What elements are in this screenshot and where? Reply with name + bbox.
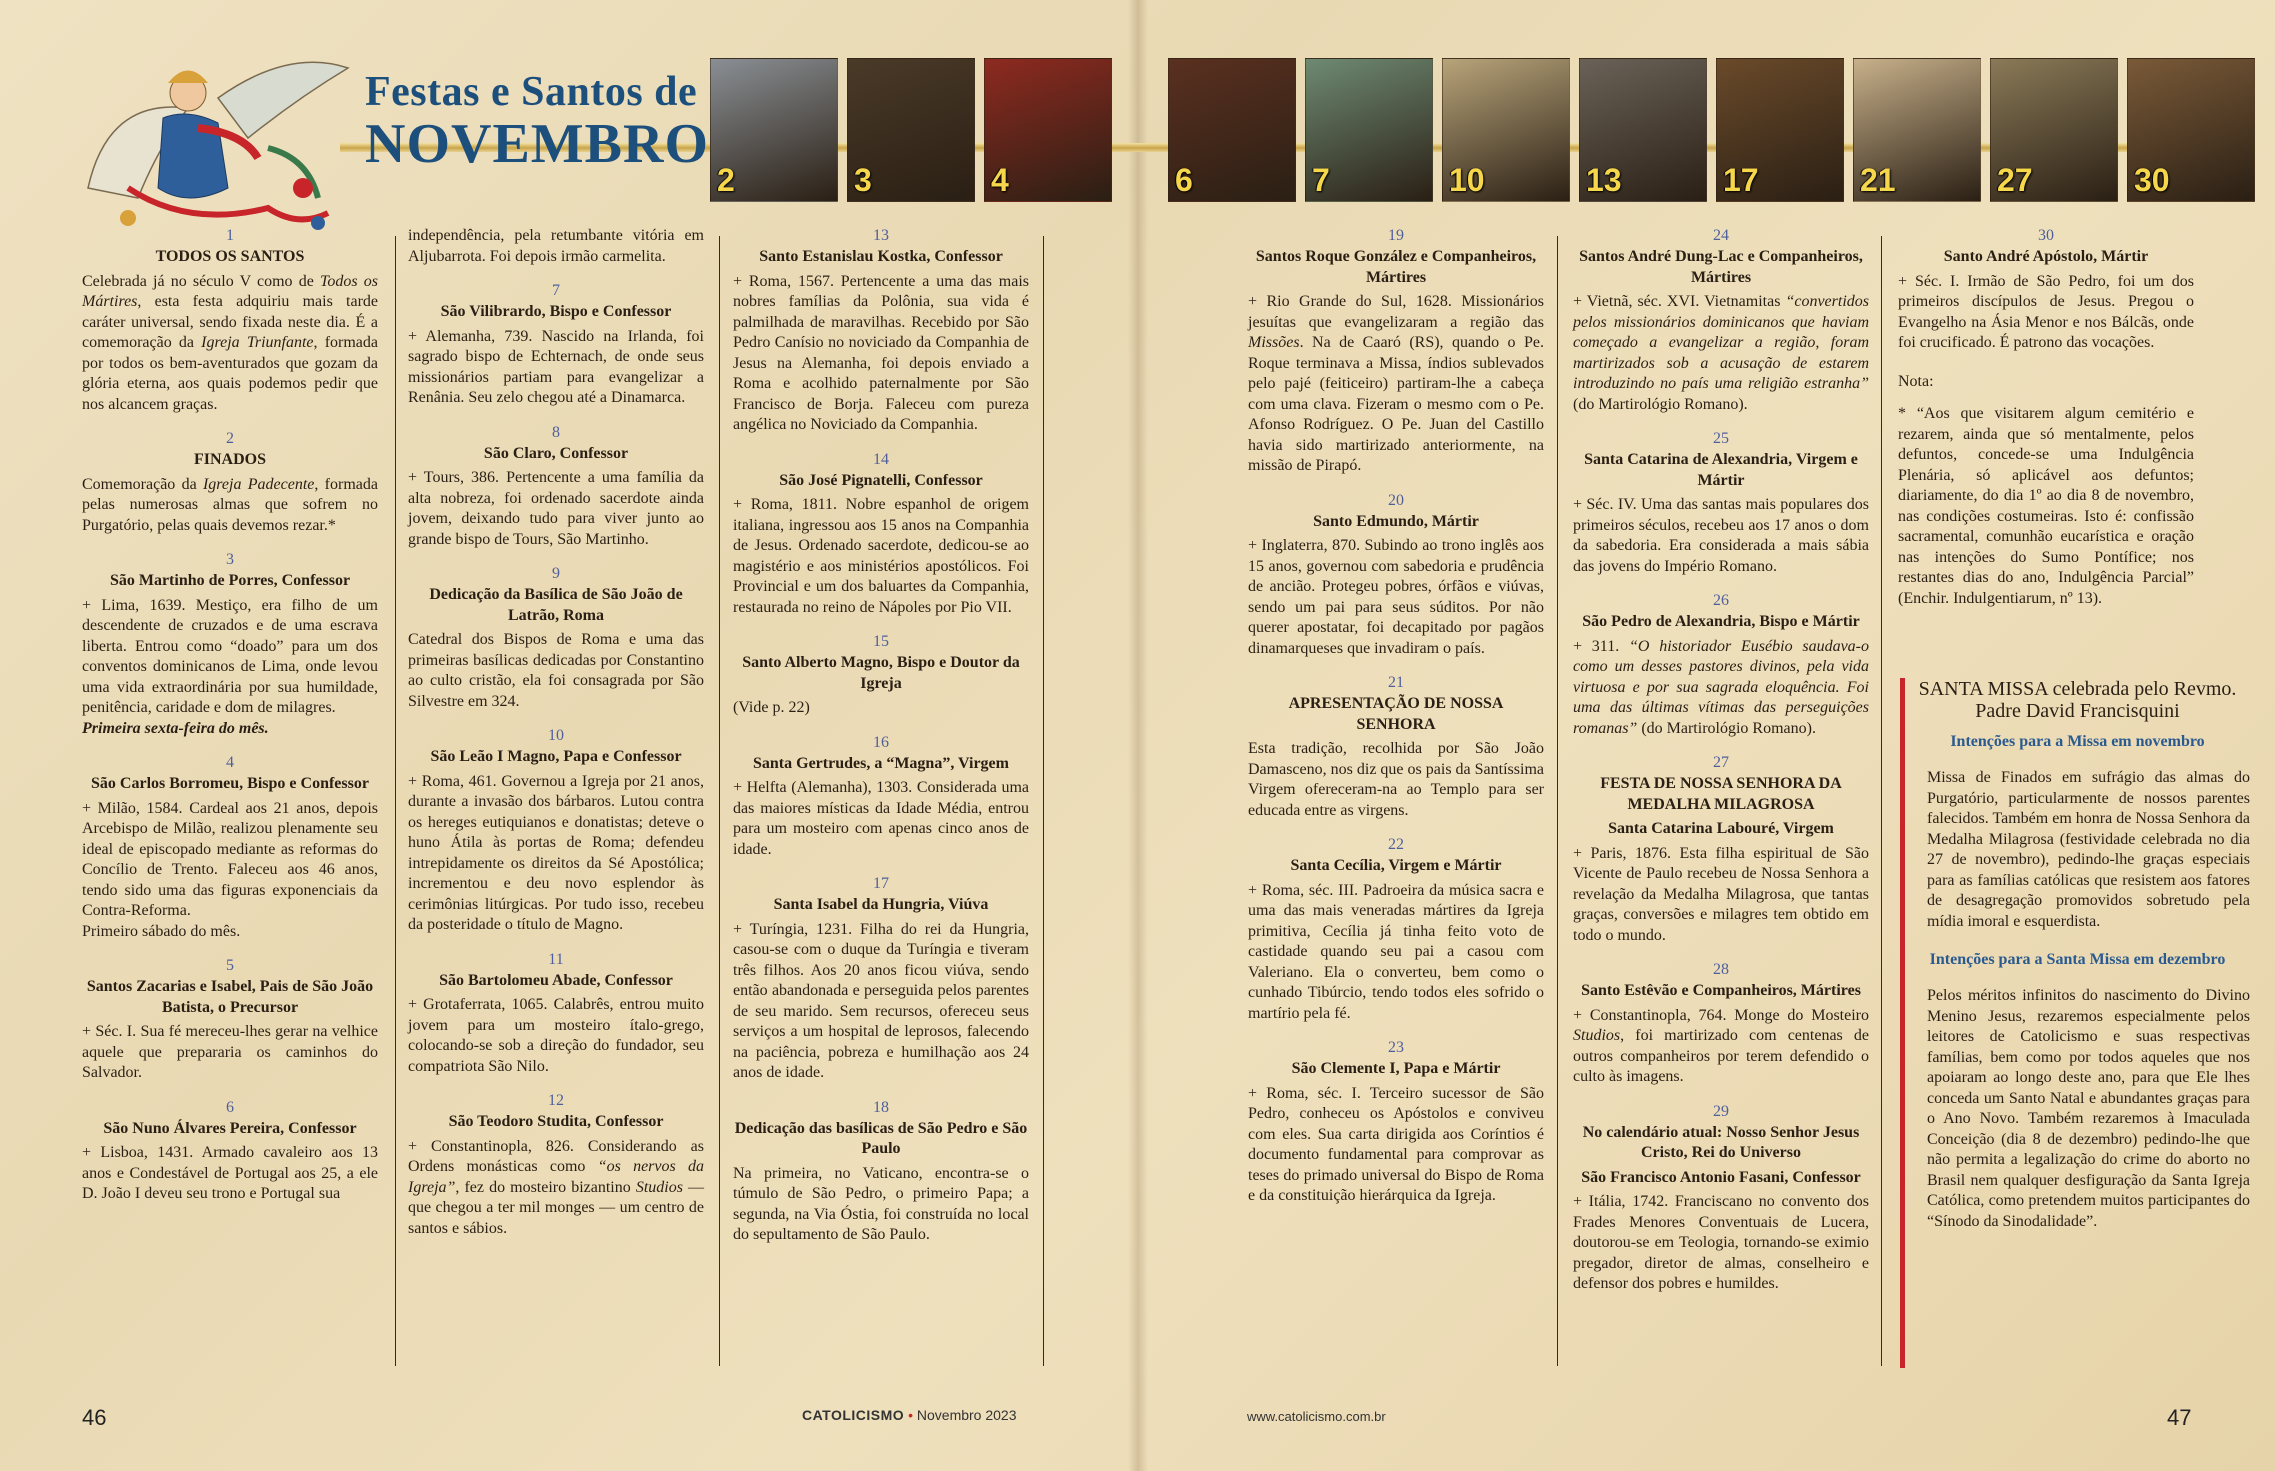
column-4 (1248, 226, 1544, 1207)
day-number: 23 (1388, 1039, 1404, 1056)
day-number: 24 (1713, 227, 1729, 244)
footer-issue: Novembro 2023 (916, 1407, 1017, 1423)
saint-description: + Grotaferrata, 1065. Calabrês, entrou muito jovem para um mosteiro ítalo-grego, colocando-se sob a direção do fundador, seu compatriota São Nilo. (408, 996, 704, 1075)
column-1 (82, 226, 378, 1205)
saint-description: + Roma, 1811. Nobre espanhol de origem italiana, ingressou aos 15 anos na Companhia de Jesus. Ordenado sacerdote, dedicou-se ao magistério e aos ministérios apostólicos. Foi Provincial e um dos baluartes da Companhia, restaurada no reino de Nápoles por Pio VII. (733, 496, 1029, 616)
saint-thumbnail (1442, 58, 1570, 202)
saint-thumbnail (1168, 58, 1296, 202)
title-line1: Festas e Santos de (365, 69, 698, 115)
santa-missa-box (1900, 678, 2250, 1368)
day-number: 27 (1713, 754, 1729, 771)
day-number: 22 (1388, 836, 1404, 853)
saint-thumbnail (1853, 58, 1981, 202)
day-number: 29 (1713, 1102, 1729, 1120)
day-number: 11 (548, 950, 564, 968)
saint-name: Santa Isabel da Hungria, Viúva (773, 896, 989, 913)
saint-name: Santos Zacarias e Isabel, Pais de São João Batista, o Precursor (86, 978, 374, 1016)
title-line2: NOVEMBRO (365, 113, 709, 175)
missa-subtitle-november: Intenções para a Missa em novembro (1950, 733, 2205, 750)
column-2 (408, 226, 704, 1239)
saint-description: + Rio Grande do Sul, 1628. Missionários jesuítas que evangelizaram a região das Missões. Na de Caaró (RS), quando o Pe. Roque terminava a Missa, índios sublevados pelo pajé (feiticeiro) partiram-lhe a cabeça com uma clava. Fizeram o mesmo com o Pe. Afonso Rodríguez. O Pe. Juan del Castillo havia sido martirizado anteriormente, na missão de Pirapó. (1248, 293, 1544, 474)
saint-description: + Milão, 1584. Cardeal aos 21 anos, depois Arcebispo de Milão, realizou plenamente seu ideal de episcopado mediante as reformas do Concílio de Trento. Faleceu aos 46 anos, tendo sido uma das figuras exponenciais da Contra-Reforma. Primeiro sábado do mês. (82, 799, 378, 940)
saint-name: Santo Estêvão e Companheiros, Mártires (1581, 982, 1861, 999)
day-number: 19 (1388, 227, 1404, 244)
day-number: 13 (873, 227, 889, 244)
day-number: 10 (548, 727, 564, 744)
day-number: 25 (1713, 430, 1729, 447)
saint-name: Santo André Apóstolo, Mártir (1943, 248, 2149, 265)
saint-description: + Roma, 1567. Pertencente a uma das mais nobres famílias da Polônia, sua vida é palmilhada de maravilhas. Recebido por São Pedro Canísio no noviciado da Companhia de Jesus na Alemanha, foi depois enviado a Roma e acolhido paternalmente por São Francisco de Borja. Faleceu com pureza angélica no Noviciado da Companhia. (733, 272, 1029, 433)
thumbnail-day-number: 21 (1860, 162, 1896, 198)
day-number: 6 (226, 1098, 234, 1116)
saint-name: São José Pignatelli, Confessor (779, 471, 983, 489)
saint-name: FINADOS (193, 451, 266, 468)
thumbnail-day-number: 6 (1175, 162, 1193, 198)
saint-description: + 311. “O historiador Eusébio saudava-o como um desses pastores divinos, pela vida virtuosa e por sua sagrada eloquência. Foi uma das últimas vítimas das perseguições romanas” (do Martirológio Romano). (1573, 637, 1870, 737)
saint-description: Celebrada já no século V como de Todos os Mártires, esta festa adquiriu mais tarde caráter universal, sendo fixada neste dia. É a comemoração da Igreja Triunfante, formada por todos os bem-aventurados que gozam da glória eterna, aos quais podemos pedir que nos alcancem graças. (82, 272, 379, 413)
day-number: 7 (552, 282, 560, 299)
saint-name: FESTA DE NOSSA SENHORA DA MEDALHA MILAGROSA (1600, 775, 1842, 813)
missa-text-december: Pelos méritos infinitos do nascimento do Divino Menino Jesus, rezaremos especialmente pelos leitores de Catolicismo e suas respectivas famílias, bem como por todos aqueles que nos apoiaram ao longo deste ano, para que Ele lhes conceda um Santo Natal e abundantes graças para o Ano Novo. Também rezaremos à Imaculada Conceição (dia 8 de dezembro) pedindo-lhe que não permita a legalização do crime do aborto no Brasil nem qualquer desfiguração da Santa Igreja Católica, como pretendem muitos participantes do “Sínodo da Sinodalidade”. (1927, 987, 2250, 1230)
saint-name: Santo Estanislau Kostka, Confessor (759, 248, 1003, 265)
saint-name: TODOS OS SANTOS (155, 248, 305, 265)
page-number-left: 46 (82, 1405, 107, 1430)
saint-description: + Constantinopla, 826. Considerando as Ordens monásticas como “os nervos da Igreja”, fez do mosteiro bizantino Studios — que chegou a ter mil monges — um centro de santos e sábios. (408, 1137, 705, 1237)
saint-description: + Roma, séc. III. Padroeira da música sacra e uma das mais veneradas mártires da Igreja primitiva, Cecília já tinha feito voto de castidade quando seu pai a casou com Valeriano. Ela o converteu, bem como o cunhado Tibúrcio, tendo todos eles sofrido o martírio pela fé. (1248, 881, 1544, 1022)
day-number: 17 (873, 875, 889, 892)
saint-thumbnail (1990, 58, 2118, 202)
saint-description: + Séc. IV. Uma das santas mais populares dos primeiros séculos, recebeu aos 17 anos o dom da sabedoria. Era considerada a mais sábia das jovens do Império Romano. (1573, 496, 1869, 575)
column-6 (1898, 226, 2194, 609)
day-number: 2 (226, 430, 234, 447)
saint-name: São Bartolomeu Abade, Confessor (439, 971, 673, 989)
missa-text-november: Missa de Finados em sufrágio das almas do Purgatório, particularmente de nossos parentes falecidos. Também em honra de Nossa Senhora da Medalha Milagrosa (festividade celebrada no dia 27 de novembro), pedindo-lhe graças especiais para as famílias católicas que resistem aos fatores de desagregação promovidos sobretudo pela mídia imoral e esquerdista. (1927, 769, 2250, 930)
missa-title: SANTA MISSA celebrada pelo Revmo. Padre David Francisquini (1918, 678, 2237, 722)
saint-description: + Séc. I. Sua fé mereceu-lhes gerar na velhice aquele que prepararia os caminhos do Salvador. (82, 1023, 378, 1081)
saint-description: + Séc. I. Irmão de São Pedro, foi um dos primeiros discípulos de Jesus. Pregou o Evangelho na Ásia Menor e nos Bálcãs, onde foi crucificado. É patrono das vocações. (1898, 272, 2194, 351)
column-divider (1881, 236, 1882, 1366)
nota-text: * “Aos que visitarem algum cemitério e rezarem, ainda que só mentalmente, pelos defuntos, concede-se uma Indulgência Plenária, só aplicável aos defuntos; diariamente, do dia 1º ao dia 8 de novembro, nas condições costumeiras. Isto é: confissão sacramental, comunhão eucarística e oração nas intenções do Sumo Pontífice; nos restantes dias do ano, Indulgência Parcial” (Enchir. Indulgentiarum, nº 13). (1898, 405, 2194, 607)
saint-name: No calendário atual: Nosso Senhor Jesus Cristo, Rei do Universo (1582, 1123, 1860, 1161)
saint-thumbnail (710, 58, 838, 202)
saint-description: + Helfta (Alemanha), 1303. Considerada uma das maiores místicas da Idade Média, entrou para um mosteiro com apenas cinco anos de idade. (733, 779, 1029, 858)
day-number: 12 (548, 1092, 564, 1109)
day-number: 8 (552, 423, 560, 441)
saint-thumbnail (1579, 58, 1707, 202)
saint-name-secondary: São Francisco Antonio Fasani, Confessor (1581, 1168, 1861, 1186)
saint-name: São Claro, Confessor (483, 444, 629, 462)
day-number: 14 (873, 450, 889, 468)
saint-description: + Roma, 461. Governou a Igreja por 21 anos, durante a invasão dos bárbaros. Lutou contra os hereges eutiquianos e donatistas; deteve o huno Átila às portas de Roma; defendeu intrepidamente os direitos da Sé Apostólica; incrementou e deu novo esplendor às cerimônias litúrgicas. Por tudo isso, recebeu da posteridade o título de Magno. (408, 772, 704, 933)
thumbnail-day-number: 13 (1586, 162, 1622, 198)
saint-description: + Tours, 386. Pertencente a uma família da alta nobreza, foi ordenado sacerdote ainda jovem, deixando tudo para viver junto ao grande bispo de Tours, São Martinho. (408, 469, 704, 548)
page-fold (1128, 0, 1148, 1471)
day-number: 9 (552, 565, 560, 582)
saint-name: Santa Gertrudes, a “Magna”, Virgem (753, 754, 1009, 772)
saint-description: + Roma, séc. I. Terceiro sucessor de São Pedro, conheceu os Apóstolos e conviveu com eles. Sua carta dirigida aos Coríntios é documento fundamental para comprovar as teses do primado universal do Bispo de Roma e da constituição hierárquica da Igreja. (1248, 1084, 1544, 1204)
saint-name: São Vilibrardo, Bispo e Confessor (440, 303, 672, 320)
saint-name: Dedicação da Basílica de São João de Latrão, Roma (429, 586, 683, 624)
saint-name: Dedicação das basílicas de São Pedro e São Paulo (734, 1119, 1028, 1157)
saint-description: Na primeira, no Vaticano, encontra-se o túmulo de São Pedro, o primeiro Papa; a segunda, na Via Óstia, foi construída no local do sepultamento de São Paulo. (733, 1164, 1029, 1243)
day-number: 28 (1713, 961, 1729, 978)
saint-description: + Vietnã, séc. XVI. Vietnamitas “convertidos pelos missionários dominicanos que haviam começado a evangelizar a região, foram martirizados sob a acusação de estarem introduzindo no país uma religião estranha” (do Martirológio Romano). (1573, 293, 1869, 413)
thumbnail-day-number: 7 (1312, 162, 1330, 198)
missa-subtitle-december: Intenções para a Santa Missa em dezembro (1929, 951, 2226, 968)
saint-description: + Constantinopla, 764. Monge do Mosteiro Studios, foi martirizado com centenas de outros companheiros por terem defendido o culto às imagens. (1573, 1006, 1869, 1085)
saint-thumbnail (847, 58, 975, 202)
saint-description: + Itália, 1742. Franciscano no convento dos Frades Menores Conventuais de Lucera, doutorou-se em Teologia, tornando-se eximio pregador, diretor de almas, conselheiro e defensor dos pobres e humildes. (1573, 1193, 1869, 1292)
saint-name: São Teodoro Studita, Confessor (448, 1113, 664, 1130)
saint-description: + Inglaterra, 870. Subindo ao trono inglês aos 15 anos, governou com sabedoria e prudência de ancião. Protegeu pobres, órfãos e viúvas, sendo um pai para seus súditos. Por não querer apostatar, foi decapitado por pagãos dinamarqueses que invadiram o país. (1248, 537, 1544, 657)
column-divider (1557, 236, 1558, 1366)
saint-name: Santos André Dung-Lac e Companheiros, Mártires (1579, 248, 1863, 286)
day-number: 30 (2038, 227, 2054, 244)
saint-name: São Nuno Álvares Pereira, Confessor (103, 1119, 357, 1137)
day-number: 3 (226, 551, 234, 568)
saint-description: + Paris, 1876. Esta filha espiritual de São Vicente de Paulo recebeu de Nossa Senhora a revelação da Medalha Milagrosa, que tantas graças, conversões e milagres tem obtido em todo o mundo. (1573, 844, 1869, 944)
saint-name: Santo Edmundo, Mártir (1313, 512, 1479, 530)
saint-name: São Clemente I, Papa e Mártir (1291, 1060, 1501, 1077)
footer-magazine (802, 1407, 1017, 1423)
column-divider (719, 236, 720, 1366)
thumbnail-day-number: 10 (1449, 162, 1485, 198)
saint-thumbnail (1305, 58, 1433, 202)
column-3 (733, 226, 1029, 1246)
footer-bullet: • (908, 1407, 913, 1423)
day-number: 20 (1388, 491, 1404, 509)
saint-description: Esta tradição, recolhida por São João Damasceno, nos diz que os pais da Santíssima Virgem ofereceram-na ao Templo para ser educada entre as virgens. (1248, 740, 1544, 819)
saint-description: (Vide p. 22) (733, 699, 810, 716)
saint-description: + Lima, 1639. Mestiço, era filho de um descendente de cruzados e de uma escrava liberta. Entrou como “doado” para um dos conventos dominicanos de Lima, onde levou uma vida extraordinária por sua humildade, penitência, caridade e dom de milagres. Primeira sexta-feira do mês. (82, 596, 378, 737)
day-number: 4 (226, 754, 234, 771)
thumbnail-day-number: 2 (717, 162, 735, 198)
saint-name: APRESENTAÇÃO DE NOSSA SENHORA (1288, 695, 1504, 733)
saint-name: São Leão I Magno, Papa e Confessor (430, 748, 682, 765)
saint-name: São Pedro de Alexandria, Bispo e Mártir (1582, 613, 1860, 630)
day-number: 21 (1388, 674, 1404, 691)
column-divider (1043, 236, 1044, 1366)
day-number: 1 (226, 227, 234, 244)
saint-name: São Martinho de Porres, Confessor (109, 572, 351, 589)
saint-name: Santa Catarina de Alexandria, Virgem e Mártir (1584, 451, 1858, 489)
saint-name: Santa Cecília, Virgem e Mártir (1290, 857, 1502, 874)
saint-thumbnail (984, 58, 1112, 202)
day-number: 16 (873, 733, 889, 751)
thumbnail-day-number: 4 (991, 162, 1009, 198)
column-5 (1573, 226, 1869, 1295)
magazine-name: CATOLICISMO (802, 1407, 905, 1423)
col2-intro: independência, pela retumbante vitória em Aljubarrota. Foi depois irmão carmelita. (408, 227, 704, 265)
saint-name: Santos Roque González e Companheiros, Mártires (1255, 248, 1537, 286)
saint-name: Santo Alberto Magno, Bispo e Doutor da Igreja (742, 654, 1020, 692)
day-number: 18 (873, 1098, 889, 1116)
footer-url: www.catolicismo.com.br (1247, 1409, 1386, 1424)
saint-name-secondary: Santa Catarina Labouré, Virgem (1608, 820, 1834, 837)
nota-label: Nota: (1898, 372, 1934, 390)
day-number: 5 (226, 957, 234, 974)
thumbnail-day-number: 17 (1723, 162, 1759, 198)
angel-illumination-icon (68, 38, 358, 238)
saint-name: São Carlos Borromeu, Bispo e Confessor (91, 775, 369, 792)
day-number: 15 (873, 633, 889, 650)
column-divider (395, 236, 396, 1366)
saint-description: + Lisboa, 1431. Armado cavaleiro aos 13 anos e Condestável de Portugal aos 25, a ele D. João I deveu seu trono e Portugal sua (82, 1144, 378, 1202)
saint-thumbnail (1716, 58, 1844, 202)
saint-description: Comemoração da Igreja Padecente, formada pelas numerosas almas que sofrem no Purgatório, pelas quais devemos rezar.* (82, 475, 378, 534)
thumbnail-day-number: 27 (1997, 162, 2033, 198)
saint-description: + Turíngia, 1231. Filha do rei da Hungria, casou-se com o duque da Turíngia e tiveram três filhos. Aos 20 anos ficou viúva, sendo então abandonada e perseguida pelos parentes de seu marido. Sem recursos, ofereceu seus serviços a um hospital de leprosos, falecendo na paciência, pobreza e humilhação aos 24 anos de idade. (733, 920, 1029, 1081)
page-title (365, 68, 709, 176)
thumbnail-day-number: 30 (2134, 162, 2170, 198)
saint-description: + Alemanha, 739. Nascido na Irlanda, foi sagrado bispo de Echternach, de onde seus missionários partiam para evangelizar a Renânia. Seu zelo chegou até a Dinamarca. (408, 327, 704, 406)
saint-description: Catedral dos Bispos de Roma e uma das primeiras basílicas dedicadas por Constantino ao culto cristão, ela foi consagrada por São Silvestre em 324. (408, 631, 704, 710)
thumbnail-day-number: 3 (854, 162, 872, 198)
day-number: 26 (1713, 592, 1729, 609)
page-number-right: 47 (2167, 1405, 2192, 1430)
saint-thumbnail (2127, 58, 2255, 202)
